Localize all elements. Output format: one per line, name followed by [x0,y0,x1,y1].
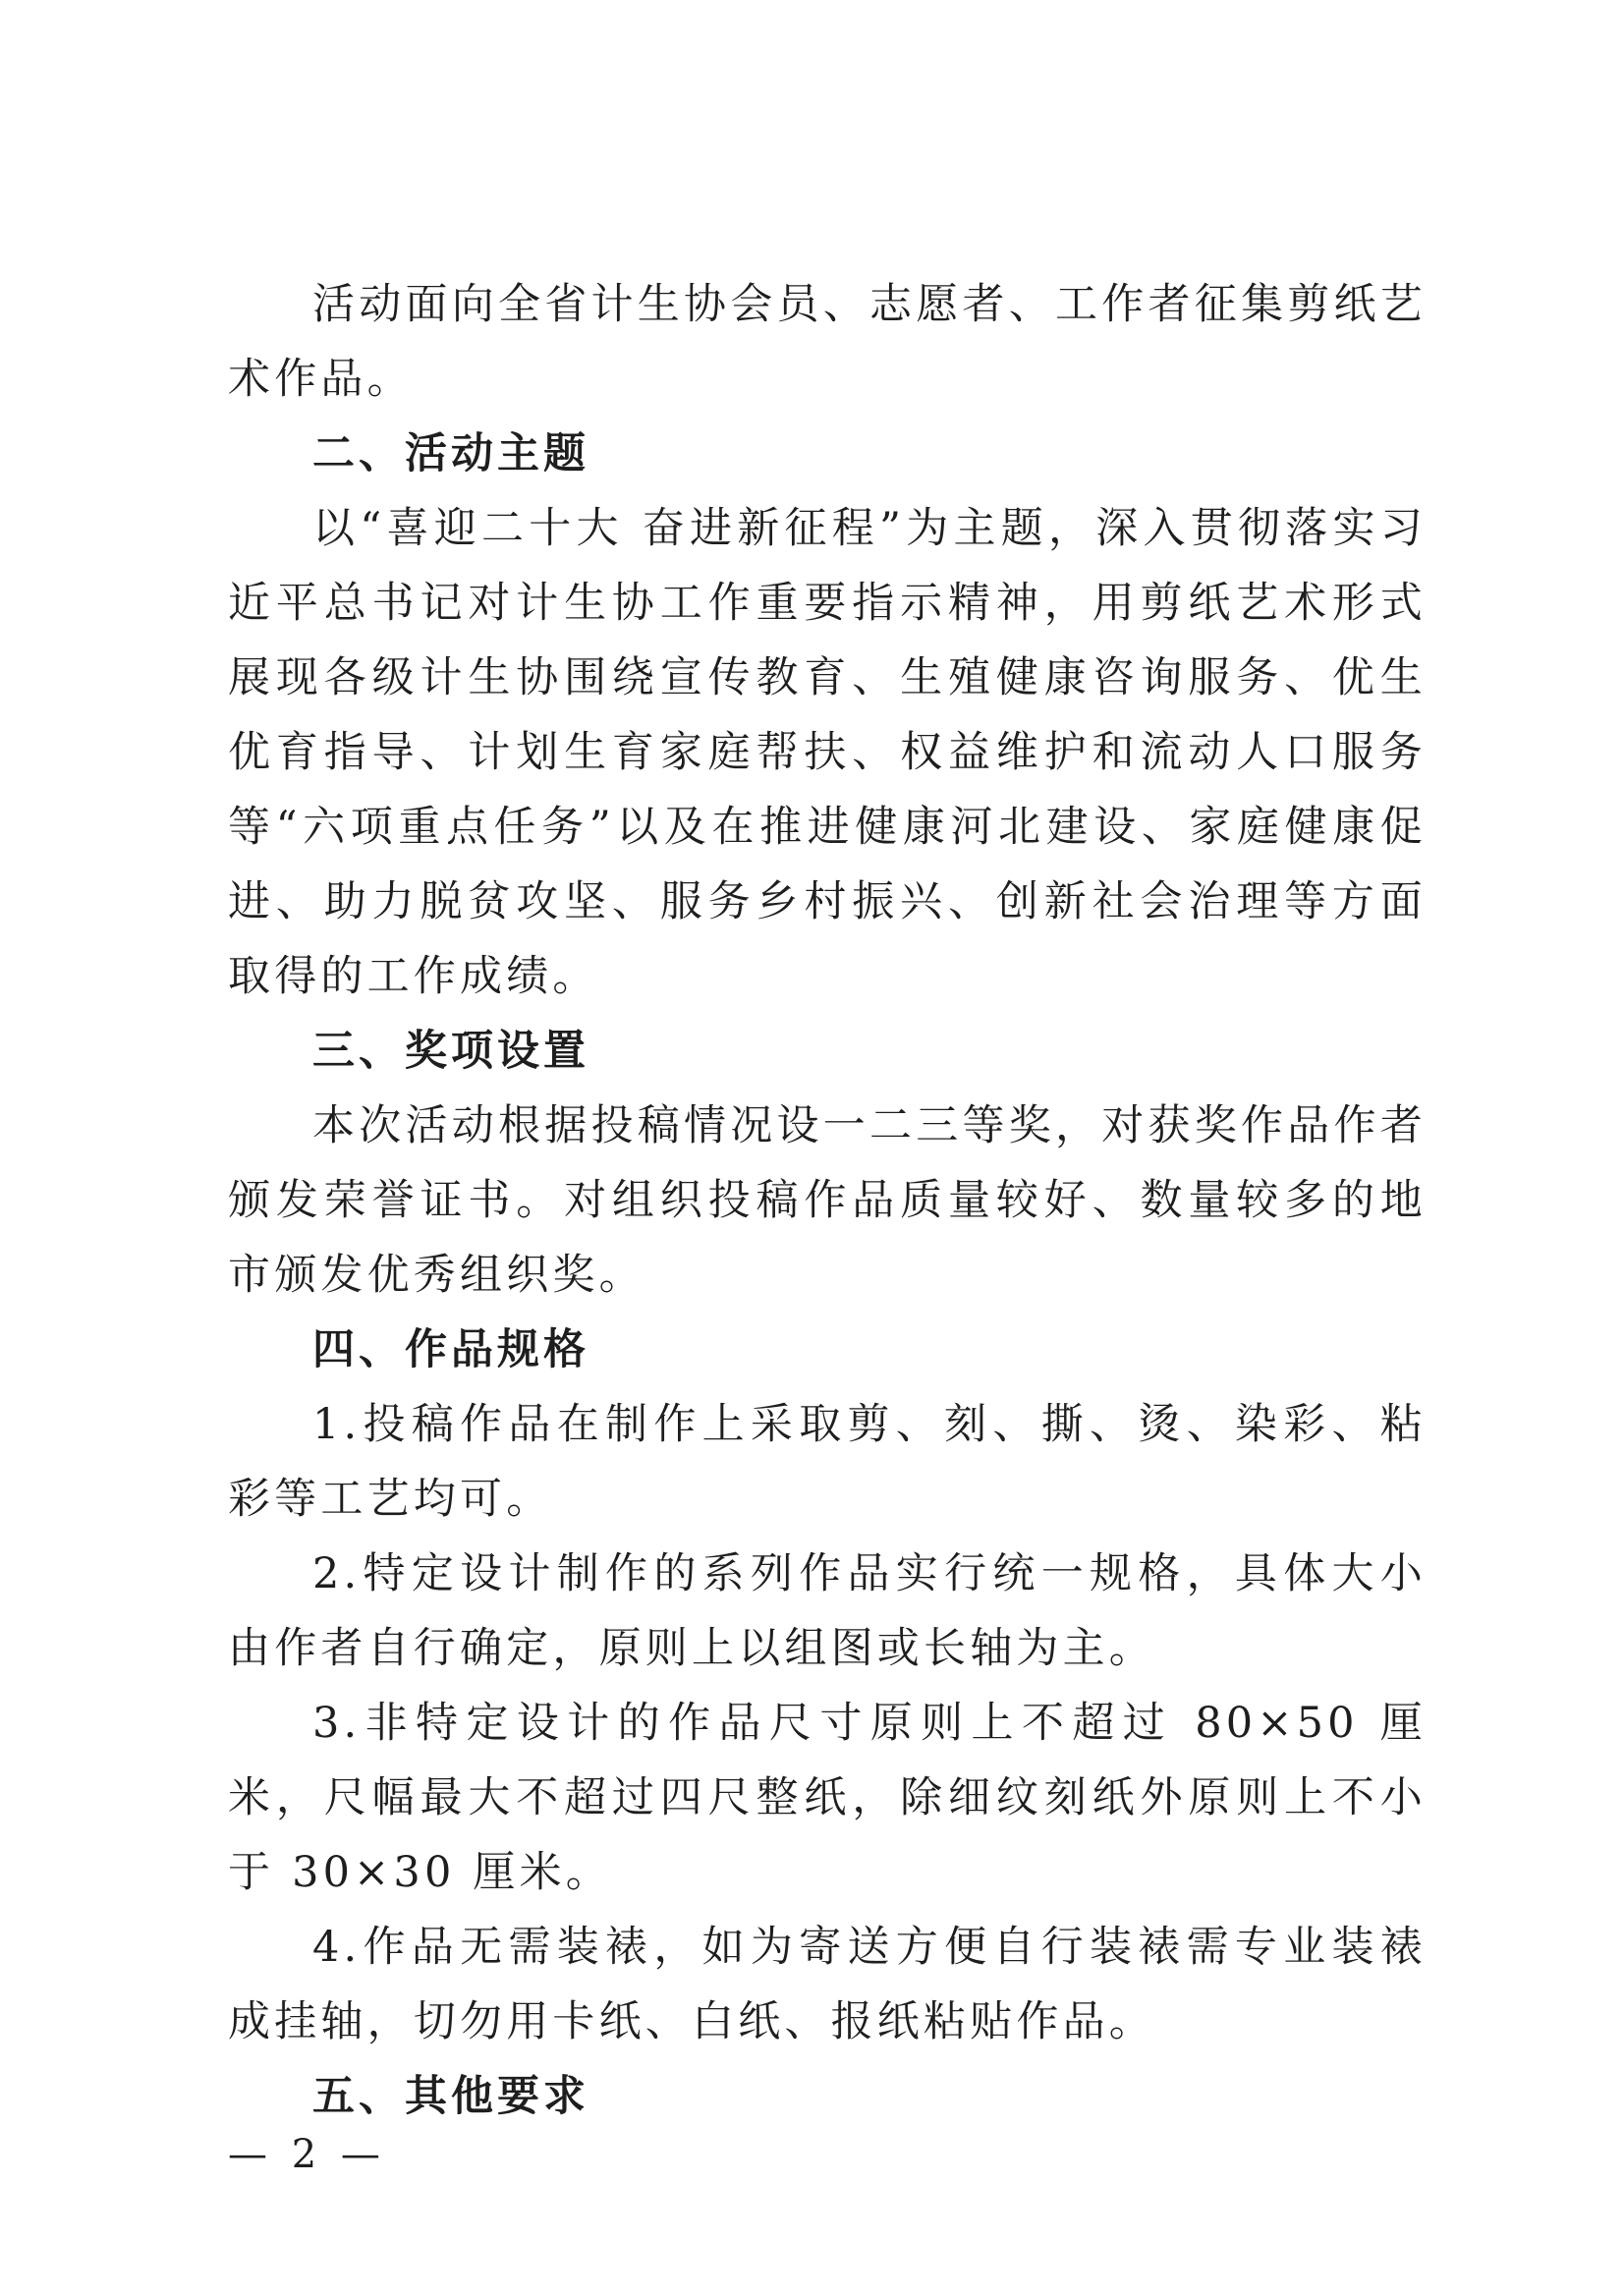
section-heading-theme: 二、活动主题 [312,429,589,478]
spec-item-3: 3.非特定设计的作品尺寸原则上不超过 80×50 厘米，尺幅最大不超过四尺整纸，除细纹刻纸外原则上不小于 30×30 厘米。 [228,1699,1427,1897]
spec-item-2: 2.特定设计制作的系列作品实行统一规格，具体大小由作者自行确定，原则上以组图或长轴为主。 [228,1549,1427,1673]
awards-paragraph: 本次活动根据投稿情况设一二三等奖，对获奖作品作者颁发荣誉证书。对组织投稿作品质量较好、数量较多的地市颁发优秀组织奖。 [228,1101,1427,1300]
intro-paragraph: 活动面向全省计生协会员、志愿者、工作者征集剪纸艺术作品。 [228,280,1427,404]
section-heading-specs: 四、作品规格 [312,1325,589,1374]
page-number: — 2 — [228,2132,386,2177]
section-heading-awards: 三、奖项设置 [312,1027,589,1076]
theme-paragraph: 以“喜迎二十大 奋进新征程”为主题，深入贯彻落实习近平总书记对计生协工作重要指示精神，用剪纸艺术形式展现各级计生协围绕宣传教育、生殖健康咨询服务、优生优育指导、计划生育家庭帮扶、权益维护和流动人口服务等“六项重点任务”以及在推进健康河北建设、家庭健康促进、助力脱贫攻坚、服务乡村振兴、创新社会治理等方面取得的工作成绩。 [228,504,1427,1001]
document-body [228,267,1427,2134]
section-heading-other: 五、其他要求 [312,2072,589,2121]
spec-item-4: 4.作品无需装裱，如为寄送方便自行装裱需专业装裱成挂轴，切勿用卡纸、白纸、报纸粘贴作品。 [228,1923,1427,2046]
spec-item-1: 1.投稿作品在制作上采取剪、刻、撕、烫、染彩、粘彩等工艺均可。 [228,1400,1427,1524]
